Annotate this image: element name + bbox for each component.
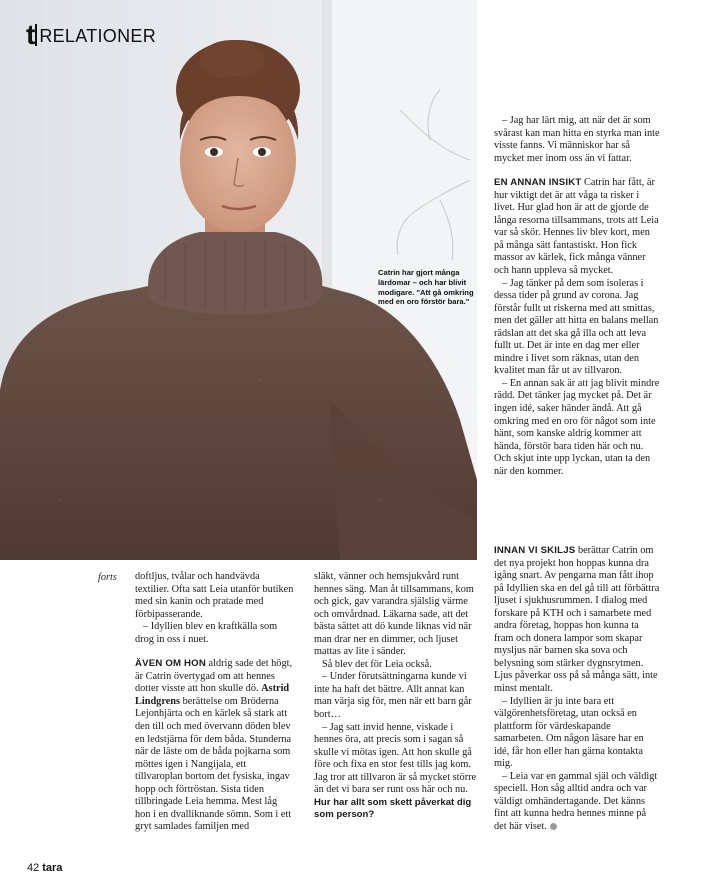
paragraph: – Idyllien blev en kraftkälla som drog in oss i nuet.: [135, 621, 278, 645]
end-mark-icon: [550, 823, 557, 830]
paragraph-with-lead: [135, 658, 295, 834]
page-number: 42: [27, 862, 40, 874]
paragraph-text: berättelse om Bröderna Lejonhjärta och en kärlek så stark att den till och med övervann döden blev en ledstjärna för dem båda. Stunderna när de läste om de båda pojkarna som möttes igen i Nangijala, ett tillvaroplan bortom det fysiska, ingav hopp och förtröstan. Sista tiden tillbringade Leia hemma. Mest låg hon i en dvalliknande sömn. Som i ett gryt samlades familjen med: [135, 695, 292, 833]
paragraph: – Jag satt invid henne, viskade i hennes öra, att precis som i sagan så skulle vi mötas igen. Att hon skulle gå före och fixa en stor fest tills jag kom. Jag tror att tillvaron är så mycket större än det vi bara ser runt oss här och nu.: [314, 721, 477, 796]
paragraph-text: berättar Catrin om det nya projekt hon hoppas kunna dra igång snart. Av pengarna man fått ihop på Idyllien ska en del gå till att förbättra ljuset i sjukhusrummen. I dialog med forskare på KTH och i samarbete med andra företag, hoppas hon kunna ta fram och donera lampor som skapar mysljus när barnen ska sova och belysning som stärker dygnsrytmen. Ljus påverkar oss på så många sätt, inte minst mentalt.: [494, 545, 660, 695]
magazine-brand: tara: [42, 862, 63, 874]
paragraph: doftljus, tvålar och handvävda textilier. Ofta satt Leia utanför butiken med sin kanin och pratade med förbipasserande.: [135, 571, 294, 620]
lead-in: ÄVEN OM HON: [135, 658, 206, 670]
header-divider: [35, 24, 37, 46]
author-name: Astrid Lindgrens: [135, 683, 290, 707]
continued-marker: forts: [98, 572, 117, 583]
section-header: [26, 20, 156, 48]
photo-caption: Catrin har gjort många lärdomar – och har blivit modigare. "Att gå omkring med en oro förstör bara.": [378, 268, 474, 307]
text-column-3-lower: [494, 545, 660, 834]
text-column-3: [494, 115, 660, 478]
paragraph: – Jag tänker på dem som isoleras i dessa tider på grund av corona. Jag förstår fullt ut riskerna med att smittas, men det gäller att hitta en balans mellan rädslan att det ska gå illa och att leva fullt ut. Det är inte en dag mer eller mindre i livet som räknas, utan den kvalitet man får ut av tillvaron.: [494, 277, 659, 377]
text-column-2: [314, 571, 478, 821]
lead-in: INNAN VI SKILJS: [494, 545, 576, 556]
paragraph-text: Catrin har fått, är hur viktigt det är att våga ta risker i livet. Hur glad hon är att de gjorde de långa resorna tillsammans, trots att Leia var så skör. Hennes liv blev kort, men på många sätt fantastiskt. Hon fick massor av kärlek, fick många vänner och hann uppleva så mycket.: [494, 177, 659, 277]
interview-question: Hur har allt som skett påverkat dig som person?: [314, 796, 472, 820]
paragraph-with-lead: [494, 177, 660, 277]
text-column-1: [135, 571, 295, 834]
paragraph: – Under förutsättningarna kunde vi inte ha haft det bättre. Allt annat kan man värja sig för, men när ett barn går bort…: [314, 671, 472, 721]
paragraph-with-lead: [494, 545, 660, 696]
paragraph-text: aldrig sade det högt, är Catrin övertygad om att hennes dotter visste att hon skulle dö.: [135, 658, 293, 695]
paragraph-final: [494, 771, 660, 834]
tara-logo-letter: t: [26, 19, 35, 50]
paragraph: Så blev det för Leia också.: [322, 658, 432, 670]
section-label: RELATIONER: [39, 26, 157, 46]
paragraph: släkt, vänner och hemsjukvård runt hennes säng. Man åt tillsammans, kom och gick, gav varandra själslig värme och omvårdnad. Läkarna sade, att det bästa sättet att dö kunde liknas vid när man drar ner en dimmer, och ljuset mattas av lite i sänder.: [314, 571, 474, 658]
page-footer: [27, 862, 62, 874]
paragraph: – En annan sak är att jag blivit mindre rädd. Det tänker jag mycket på. Det är ingen idé, saker händer ändå. Att gå omkring med en oro för något som inte hänt, som kanske aldrig kommer att hända, förstör bara tiden här och nu. Och skjut inte upp lyckan, utan ta den när den kommer.: [494, 377, 660, 477]
lead-in: EN ANNAN INSIKT: [494, 177, 582, 189]
paragraph: – Jag har lärt mig, att när det är som svårast kan man hitta en styrka man inte visste fanns. Vi människor har så mycket mer inom oss än vi fattar.: [494, 115, 660, 164]
paragraph-text: – Leia var en gammal själ och väldigt speciell. Hon såg alltid andra och var väldigt omhändertagande. Det känns fint att kunna hedra hennes minne på det här viset.: [494, 770, 658, 833]
paragraph: – Idyllien är ju inte bara ett välgörenhetsföretag, utan också en plattform för värdeskapande samarbeten. Om någon läsare har en idé, får hon eller han gärna kontakta mig.: [494, 695, 644, 770]
